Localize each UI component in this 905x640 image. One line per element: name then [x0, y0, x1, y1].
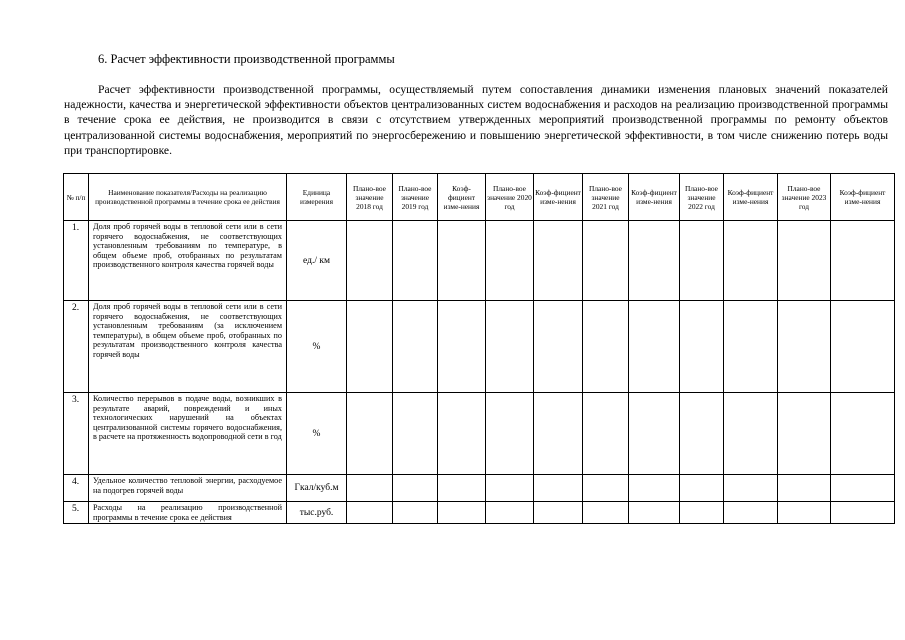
value-cell: [486, 221, 534, 301]
header-cell: Коэф-фициент изме-нения: [724, 174, 778, 221]
header-cell: Плано-вое значение 2019 год: [393, 174, 438, 221]
value-cell: [583, 301, 629, 393]
value-cell: [534, 301, 583, 393]
table-row: [64, 502, 895, 524]
header-cell: Коэф-фициент изме-нения: [831, 174, 895, 221]
value-cell: [629, 502, 680, 524]
value-cell: [583, 393, 629, 475]
value-cell: [724, 221, 778, 301]
intro-paragraph: Расчет эффективности производственной программы, осуществляемый путем сопоставления динамики изменения плановых значений показателей надежности, качества и энергетической эффективности объектов централизованных систем водоснабжения и расходов на реализацию производственной программы в течение срока ее действия, не производится в связи с отсутствием утвержденных мероприятий производственной программы по ремонту объектов централизованной системы водоснабжения, мероприятий по энергосбережению и повышению энергетической эффективности, в том числе снижению потерь воды при транспортировке.: [64, 83, 888, 157]
indicator-name: Расходы на реализацию производственной программы в течение срока ее действия: [89, 502, 287, 524]
value-cell: [583, 475, 629, 502]
header-cell: Плано-вое значение 2021 год: [583, 174, 629, 221]
value-cell: [486, 475, 534, 502]
header-cell: Плано-вое значение 2023 год: [778, 174, 831, 221]
value-cell: [680, 393, 724, 475]
table-row: [64, 393, 895, 475]
value-cell: [831, 393, 895, 475]
unit-cell: %: [287, 393, 347, 475]
header-cell: Коэф-фициент изме-нения: [438, 174, 486, 221]
value-cell: [724, 475, 778, 502]
header-cell: Единица измерения: [287, 174, 347, 221]
unit-cell: %: [287, 301, 347, 393]
value-cell: [393, 393, 438, 475]
header-cell: Плано-вое значение 2020 год: [486, 174, 534, 221]
header-cell: Плано-вое значение 2018 год: [347, 174, 393, 221]
value-cell: [724, 393, 778, 475]
value-cell: [680, 221, 724, 301]
indicator-name: Количество перерывов в подаче воды, возникших в результате аварий, повреждений и иных технологических нарушений на объектах централизованной системы горячего водоснабжения, в расчете на протяженность водопроводной сети в год: [89, 393, 287, 475]
header-cell: Наименование показателя/Расходы на реализацию производственной программы в течение срока ее действия: [89, 174, 287, 221]
section-title: 6. Расчет эффективности производственной программы: [98, 52, 395, 66]
value-cell: [534, 475, 583, 502]
value-cell: [347, 393, 393, 475]
value-cell: [831, 221, 895, 301]
efficiency-table: [63, 173, 895, 524]
value-cell: [347, 301, 393, 393]
row-number: 3.: [64, 393, 89, 475]
value-cell: [438, 502, 486, 524]
row-number: 4.: [64, 475, 89, 502]
table-row: [64, 475, 895, 502]
value-cell: [393, 502, 438, 524]
header-cell: № п/п: [64, 174, 89, 221]
value-cell: [680, 475, 724, 502]
value-cell: [724, 502, 778, 524]
table-row: [64, 221, 895, 301]
indicator-name: Удельное количество тепловой энергии, расходуемое на подогрев горячей воды: [89, 475, 287, 502]
unit-cell: Гкал/куб.м: [287, 475, 347, 502]
value-cell: [438, 393, 486, 475]
table-row: [64, 301, 895, 393]
value-cell: [831, 502, 895, 524]
value-cell: [831, 475, 895, 502]
value-cell: [831, 301, 895, 393]
value-cell: [438, 221, 486, 301]
value-cell: [534, 393, 583, 475]
value-cell: [486, 393, 534, 475]
value-cell: [778, 221, 831, 301]
row-number: 1.: [64, 221, 89, 301]
value-cell: [680, 502, 724, 524]
value-cell: [393, 221, 438, 301]
header-cell: Плано-вое значение 2022 год: [680, 174, 724, 221]
unit-cell: тыс.руб.: [287, 502, 347, 524]
value-cell: [629, 301, 680, 393]
value-cell: [629, 221, 680, 301]
value-cell: [438, 301, 486, 393]
value-cell: [778, 393, 831, 475]
value-cell: [778, 301, 831, 393]
header-cell: Коэф-фициент изме-нения: [534, 174, 583, 221]
value-cell: [393, 475, 438, 502]
row-number: 5.: [64, 502, 89, 524]
value-cell: [486, 301, 534, 393]
value-cell: [629, 393, 680, 475]
value-cell: [778, 502, 831, 524]
header-cell: Коэф-фициент изме-нения: [629, 174, 680, 221]
value-cell: [778, 475, 831, 502]
value-cell: [534, 502, 583, 524]
value-cell: [534, 221, 583, 301]
value-cell: [393, 301, 438, 393]
value-cell: [583, 502, 629, 524]
unit-cell: ед./ км: [287, 221, 347, 301]
value-cell: [724, 301, 778, 393]
value-cell: [438, 475, 486, 502]
value-cell: [680, 301, 724, 393]
value-cell: [486, 502, 534, 524]
value-cell: [583, 221, 629, 301]
value-cell: [347, 221, 393, 301]
value-cell: [347, 475, 393, 502]
value-cell: [629, 475, 680, 502]
indicator-name: Доля проб горячей воды в тепловой сети или в сети горячего водоснабжения, не соответствующих установленным требованиям (за исключением температуры), в общем объеме проб, отобранных по результатам производственного контроля качества горячей воды: [89, 301, 287, 393]
row-number: 2.: [64, 301, 89, 393]
indicator-name: Доля проб горячей воды в тепловой сети или в сети горячего водоснабжения, не соответствующих установленным требованиям по температуре, в общем объеме проб, отобранных по результатам производственного контроля качества горячей воды: [89, 221, 287, 301]
value-cell: [347, 502, 393, 524]
table-header-row: [64, 174, 895, 221]
